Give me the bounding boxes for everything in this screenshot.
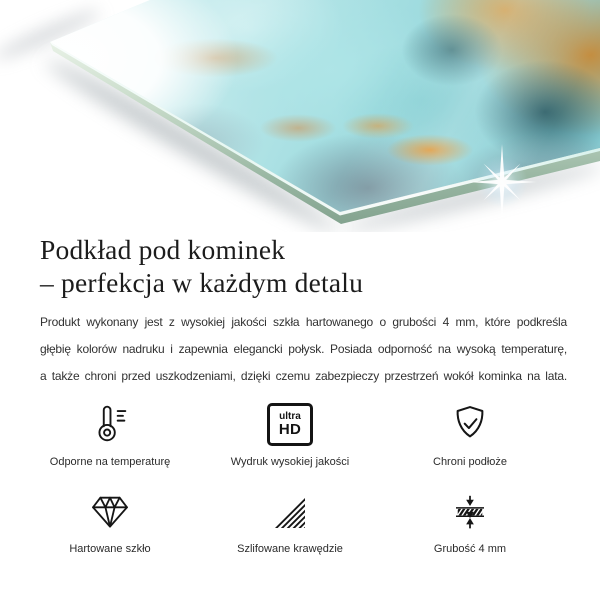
feature-heat-resistant (20, 398, 200, 469)
ultra-hd-icon (267, 398, 313, 446)
shield-check-icon (448, 398, 492, 446)
description-line: Produkt wykonany jest z wysokiej jakości szkła hartowanego o grubości 4 mm, które podkreśla (40, 315, 567, 329)
product-description (40, 309, 567, 390)
feature-label: Chroni podłoże (433, 456, 507, 468)
thermometer-icon (87, 398, 133, 446)
product-image (0, 0, 600, 232)
page-title (40, 233, 363, 299)
page-title-line1: Podkład pod kominek (40, 234, 286, 265)
feature-polished-edges (200, 485, 380, 556)
ultra-hd-badge-bottom: HD (278, 421, 302, 438)
polished-edges-icon (270, 485, 310, 533)
feature-protects-floor (380, 398, 560, 469)
ultra-hd-badge-top: ultra (279, 411, 301, 422)
feature-label: Hartowane szkło (69, 543, 151, 555)
feature-tempered-glass (20, 485, 200, 556)
feature-thickness (380, 485, 560, 556)
feature-print-quality (200, 398, 380, 469)
feature-label: Szlifowane krawędzie (237, 543, 343, 555)
sparkle-icon (462, 142, 542, 222)
feature-label: Wydruk wysokiej jakości (230, 456, 350, 468)
feature-label: Odporne na temperaturę (49, 456, 171, 468)
page-title-line2: – perfekcja w każdym detalu (40, 267, 364, 298)
thickness-icon (449, 485, 491, 533)
description-line: a także chroni przed uszkodzeniami, dzięki czemu zabezpieczy przestrzeń wokół kominka na lata. (40, 369, 567, 383)
feature-grid (20, 398, 560, 556)
diamond-icon (87, 485, 133, 533)
feature-label: Grubość 4 mm (433, 543, 507, 555)
description-line: głębię kolorów nadruku i zapewnia elegancki połysk. Posiada odporność na wysoką temperaturę, (40, 342, 567, 356)
